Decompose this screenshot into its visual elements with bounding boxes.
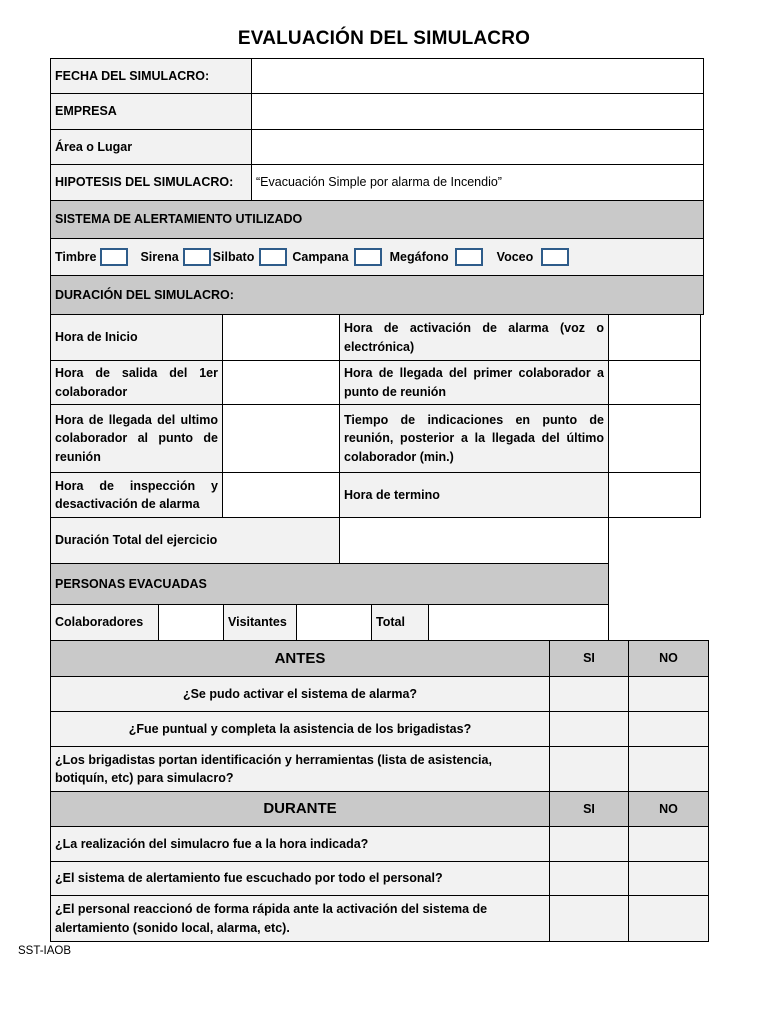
hora-activacion-field[interactable] <box>608 314 701 361</box>
antes-header: ANTES <box>50 640 550 677</box>
antes-q3-si[interactable] <box>549 746 629 792</box>
hipotesis-label: HIPOTESIS DEL SIMULACRO: <box>50 164 252 201</box>
durante-q3-si[interactable] <box>549 895 629 942</box>
total-field[interactable] <box>428 604 609 641</box>
hora-salida-label: Hora de salida del 1er colaborador <box>50 360 223 405</box>
fecha-label: FECHA DEL SIMULACRO: <box>50 58 252 94</box>
durante-q1-si[interactable] <box>549 826 629 862</box>
antes-q1-si[interactable] <box>549 676 629 712</box>
antes-q3-no[interactable] <box>628 746 709 792</box>
hora-llegada-primer-field[interactable] <box>608 360 701 405</box>
tiempo-indicaciones-label: Tiempo de indicaciones en punto de reunión, posterior a la llegada del último colaborador (min.) <box>339 404 609 473</box>
durante-question-3: ¿El personal reaccionó de forma rápida ante la activación del sistema de alertamiento (sonido local, alarma, etc). <box>50 895 550 942</box>
hora-activacion-label: Hora de activación de alarma (voz o electrónica) <box>339 314 609 361</box>
option-timbre-label: Timbre <box>55 249 97 264</box>
alert-system-options <box>50 238 704 276</box>
option-voceo-label: Voceo <box>496 249 534 264</box>
durante-q2-no[interactable] <box>628 861 709 896</box>
durante-header: DURANTE <box>50 791 550 827</box>
antes-question-3: ¿Los brigadistas portan identificación y herramientas (lista de asistencia, botiquín, etc) para simulacro? <box>50 746 550 792</box>
area-label: Área o Lugar <box>50 129 252 165</box>
option-megafono-label: Megáfono <box>389 249 449 264</box>
option-silbato-label: Silbato <box>212 249 255 264</box>
empresa-field[interactable] <box>251 93 704 130</box>
hora-salida-field[interactable] <box>222 360 340 405</box>
option-sirena-checkbox[interactable] <box>183 248 211 266</box>
durante-question-2: ¿El sistema de alertamiento fue escuchado por todo el personal? <box>50 861 550 896</box>
hora-llegada-ultimo-label: Hora de llegada del ultimo colaborador al punto de reunión <box>50 404 223 473</box>
option-timbre-checkbox[interactable] <box>100 248 128 266</box>
durante-q3-no[interactable] <box>628 895 709 942</box>
durante-si-header: SI <box>549 791 629 827</box>
antes-q1-no[interactable] <box>628 676 709 712</box>
option-campana-checkbox[interactable] <box>354 248 382 266</box>
personas-evacuadas-header: PERSONAS EVACUADAS <box>50 563 609 605</box>
total-label: Total <box>371 604 429 641</box>
visitantes-field[interactable] <box>296 604 372 641</box>
duracion-total-field[interactable] <box>339 517 609 564</box>
antes-question-2: ¿Fue puntual y completa la asistencia de los brigadistas? <box>50 711 550 747</box>
document-code: SST-IAOB <box>18 945 72 957</box>
hora-inicio-field[interactable] <box>222 314 340 361</box>
durante-no-header: NO <box>628 791 709 827</box>
option-megafono-checkbox[interactable] <box>455 248 483 266</box>
antes-q2-si[interactable] <box>549 711 629 747</box>
colaboradores-label: Colaboradores <box>50 604 159 641</box>
hipotesis-field[interactable]: “Evacuación Simple por alarma de Incendio” <box>251 164 704 201</box>
hora-llegada-primer-label: Hora de llegada del primer colaborador a punto de reunión <box>339 360 609 405</box>
hora-termino-field[interactable] <box>608 472 701 518</box>
tiempo-indicaciones-field[interactable] <box>608 404 701 473</box>
durante-q1-no[interactable] <box>628 826 709 862</box>
durante-q2-si[interactable] <box>549 861 629 896</box>
antes-q2-no[interactable] <box>628 711 709 747</box>
empresa-label: EMPRESA <box>50 93 252 130</box>
option-silbato-checkbox[interactable] <box>259 248 287 266</box>
durante-question-1: ¿La realización del simulacro fue a la hora indicada? <box>50 826 550 862</box>
antes-no-header: NO <box>628 640 709 677</box>
antes-question-1: ¿Se pudo activar el sistema de alarma? <box>50 676 550 712</box>
hora-termino-label: Hora de termino <box>339 472 609 518</box>
antes-si-header: SI <box>549 640 629 677</box>
colaboradores-field[interactable] <box>158 604 224 641</box>
duracion-total-label: Duración Total del ejercicio <box>50 517 340 564</box>
option-voceo-checkbox[interactable] <box>541 248 569 266</box>
page-title: EVALUACIÓN DEL SIMULACRO <box>237 28 531 49</box>
hora-inicio-label: Hora de Inicio <box>50 314 223 361</box>
hora-inspeccion-label: Hora de inspección y desactivación de alarma <box>50 472 223 518</box>
area-field[interactable] <box>251 129 704 165</box>
alert-system-header: SISTEMA DE ALERTAMIENTO UTILIZADO <box>50 200 704 239</box>
duration-header: DURACIÓN DEL SIMULACRO: <box>50 275 704 315</box>
visitantes-label: Visitantes <box>223 604 297 641</box>
option-campana-label: Campana <box>292 249 349 264</box>
fecha-field[interactable] <box>251 58 704 94</box>
option-sirena-label: Sirena <box>140 249 179 264</box>
hora-llegada-ultimo-field[interactable] <box>222 404 340 473</box>
hora-inspeccion-field[interactable] <box>222 472 340 518</box>
